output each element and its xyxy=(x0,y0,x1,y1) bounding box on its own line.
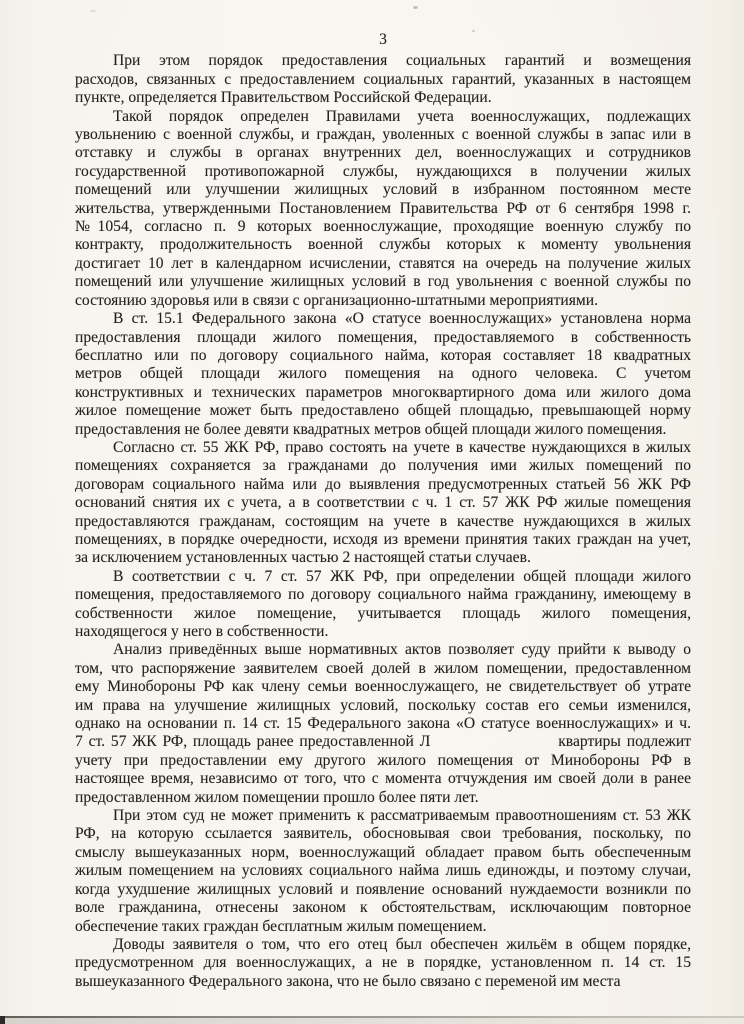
text-line: настоящее время, независимо от того, что с момента отчуждения им своей доли в ранее xyxy=(75,770,691,788)
text-line: однако на основании п. 14 ст. 15 Федерального закона «О статусе военнослужащих» и ч. xyxy=(75,715,691,733)
paragraph xyxy=(75,807,691,936)
text-line: воле гражданина, отнесены законом к обстоятельствам, исключающим повторное xyxy=(75,899,691,917)
text-line: за исключением установленных частью 2 настоящей статьи случаев. xyxy=(75,549,531,567)
document-content xyxy=(75,31,691,991)
text-line: помещениях сохраняется за гражданами до получения ими жилых помещений по xyxy=(75,457,691,475)
text-line: жительства, утвержденными Постановлением Правительства РФ от 6 сентября 1998 г. xyxy=(75,199,691,217)
text-line: состоянию здоровья или в связи с организационно-штатными мероприятиями. xyxy=(75,291,599,309)
text-line: бесплатно или по договору социального найма, которая составляет 18 квадратных xyxy=(75,346,691,364)
text-line: При этом суд не может применить к рассматриваемым правоотношениям ст. 53 ЖК xyxy=(113,807,691,825)
text-line: Доводы заявителя о том, что его отец был обеспечен жильём в общем порядке, xyxy=(113,935,691,953)
scan-edge-corner xyxy=(0,1016,5,1024)
page-number: 3 xyxy=(379,31,387,48)
text-line: отставку и службы в органах внутренних дел, военнослужащих и сотрудников xyxy=(75,144,691,162)
text-line: учету при предоставлении ему другого жилого помещения от Минобороны РФ в xyxy=(75,751,691,769)
text-line: когда ухудшение жилищных условий и появление оснований нуждаемости возникли по xyxy=(75,880,691,898)
scan-speck xyxy=(413,6,418,9)
text-line: предусмотренном для военнослужащих, а не в порядке, установленном п. 14 ст. 15 xyxy=(75,954,691,972)
paragraph xyxy=(75,936,691,991)
paragraph xyxy=(75,439,691,568)
paragraph xyxy=(75,108,691,310)
text-line: увольнению с военной службы, и граждан, уволенных с военной службы в запас или в xyxy=(75,126,691,144)
text-line: предоставления площади жилого помещения, предоставляемого в собственность xyxy=(75,328,691,346)
text-line: Согласно ст. 55 ЖК РФ, право состоять на учете в качестве нуждающихся в жилых xyxy=(113,438,691,456)
text-line: договорам социального найма или до выявления предусмотренных статьей 56 ЖК РФ xyxy=(75,475,691,493)
text-line: вышеуказанного Федерального закона, что не было связано с переменой им места xyxy=(75,972,621,990)
text-line: помещения, предоставляемого по договору социального найма гражданину, имеющему в xyxy=(75,586,691,604)
text-line: жилым помещением на условиях социального найма лишь единожды, и поэтому случаи, xyxy=(75,862,691,880)
text-line: В соответствии с ч. 7 ст. 57 ЖК РФ, при определении общей площади жилого xyxy=(113,567,691,585)
paragraph xyxy=(75,52,691,107)
text-line: Такой порядок определен Правилами учета военнослужащих, подлежащих xyxy=(113,107,691,125)
text-line: Анализ приведённых выше нормативных актов позволяет суду прийти к выводу о xyxy=(113,641,691,659)
text-line: ему Минобороны РФ как члену семьи военнослужащего, не свидетельствует об утрате xyxy=(75,678,691,696)
scan-edge-strip xyxy=(0,1018,744,1024)
text-line: собственности жилое помещение, учитывается площадь жилого помещения, xyxy=(75,604,691,622)
text-line: метров общей площади жилого помещения на одного человека. С учетом xyxy=(75,365,691,383)
text-line: смыслу вышеуказанных норм, военнослужащий обладает правом быть обеспеченным xyxy=(75,843,691,861)
text-line: государственной противопожарной службы, нуждающихся в получении жилых xyxy=(75,162,691,180)
document-body xyxy=(75,52,691,991)
text-line: предоставленном жилом помещении прошло более пяти лет. xyxy=(75,788,479,806)
text-line: помещений или улучшении жилищных условий в избранном постоянном месте xyxy=(75,181,691,199)
text-line: предоставляются гражданам, состоящим на учете в качестве нуждающихся в жилых xyxy=(75,512,691,530)
text-line: том, что распоряжение заявителем своей долей в жилом помещении, предоставленном xyxy=(75,659,691,677)
scan-edge-line xyxy=(0,1016,744,1018)
text-line: обеспечение таких граждан бесплатным жилым помещением. xyxy=(75,917,487,935)
text-line: помещениях, в порядке очередности, исходя из времени принятия таких граждан на учет, xyxy=(75,530,691,548)
scan-speck xyxy=(90,10,96,12)
paragraph xyxy=(75,310,691,439)
text-line: В ст. 15.1 Федерального закона «О статусе военнослужащих» установлена норма xyxy=(113,310,691,328)
text-line: предоставления не более девяти квадратных метров общей площади жилого помещения. xyxy=(75,420,667,438)
text-line: РФ, на которую ссылается заявитель, обосновывая свои требования, поскольку, по xyxy=(75,825,691,843)
paragraph xyxy=(75,568,691,642)
text-line: пункте, определяется Правительством Российской Федерации. xyxy=(75,89,492,107)
text-line: оснований снятия их с учета, а в соответствии с ч. 1 ст. 57 ЖК РФ жилые помещения xyxy=(75,494,691,512)
text-line: находящегося у него в собственности. xyxy=(75,623,329,640)
text-line: контракту, продолжительность военной службы которых к моменту увольнения xyxy=(75,236,691,254)
text-line: 7 ст. 57 ЖК РФ, площадь ранее предоставленной Л квартиры подлежит xyxy=(75,733,691,751)
text-line: им права на улучшение жилищных условий, поскольку состав его семьи изменился, xyxy=(75,696,691,714)
text-line: При этом порядок предоставления социальных гарантий и возмещения xyxy=(113,52,691,70)
text-line: расходов, связанных с предоставлением социальных гарантий, указанных в настоящем xyxy=(75,70,691,88)
text-line: №1054, согласно п. 9 которых военнослужащие, проходящие военную службу по xyxy=(75,218,691,236)
paragraph xyxy=(75,641,691,807)
text-line: достигает 10 лет в календарном исчислении, ставятся на очередь на получение жилых xyxy=(75,254,691,272)
text-line: конструктивных и технических параметров многоквартирного дома или жилого дома xyxy=(75,383,691,401)
text-line: жилое помещение может быть предоставлено общей площадью, превышающей норму xyxy=(75,402,691,420)
text-line: помещений или улучшение жилищных условий в год увольнения с военной службы по xyxy=(75,273,691,291)
